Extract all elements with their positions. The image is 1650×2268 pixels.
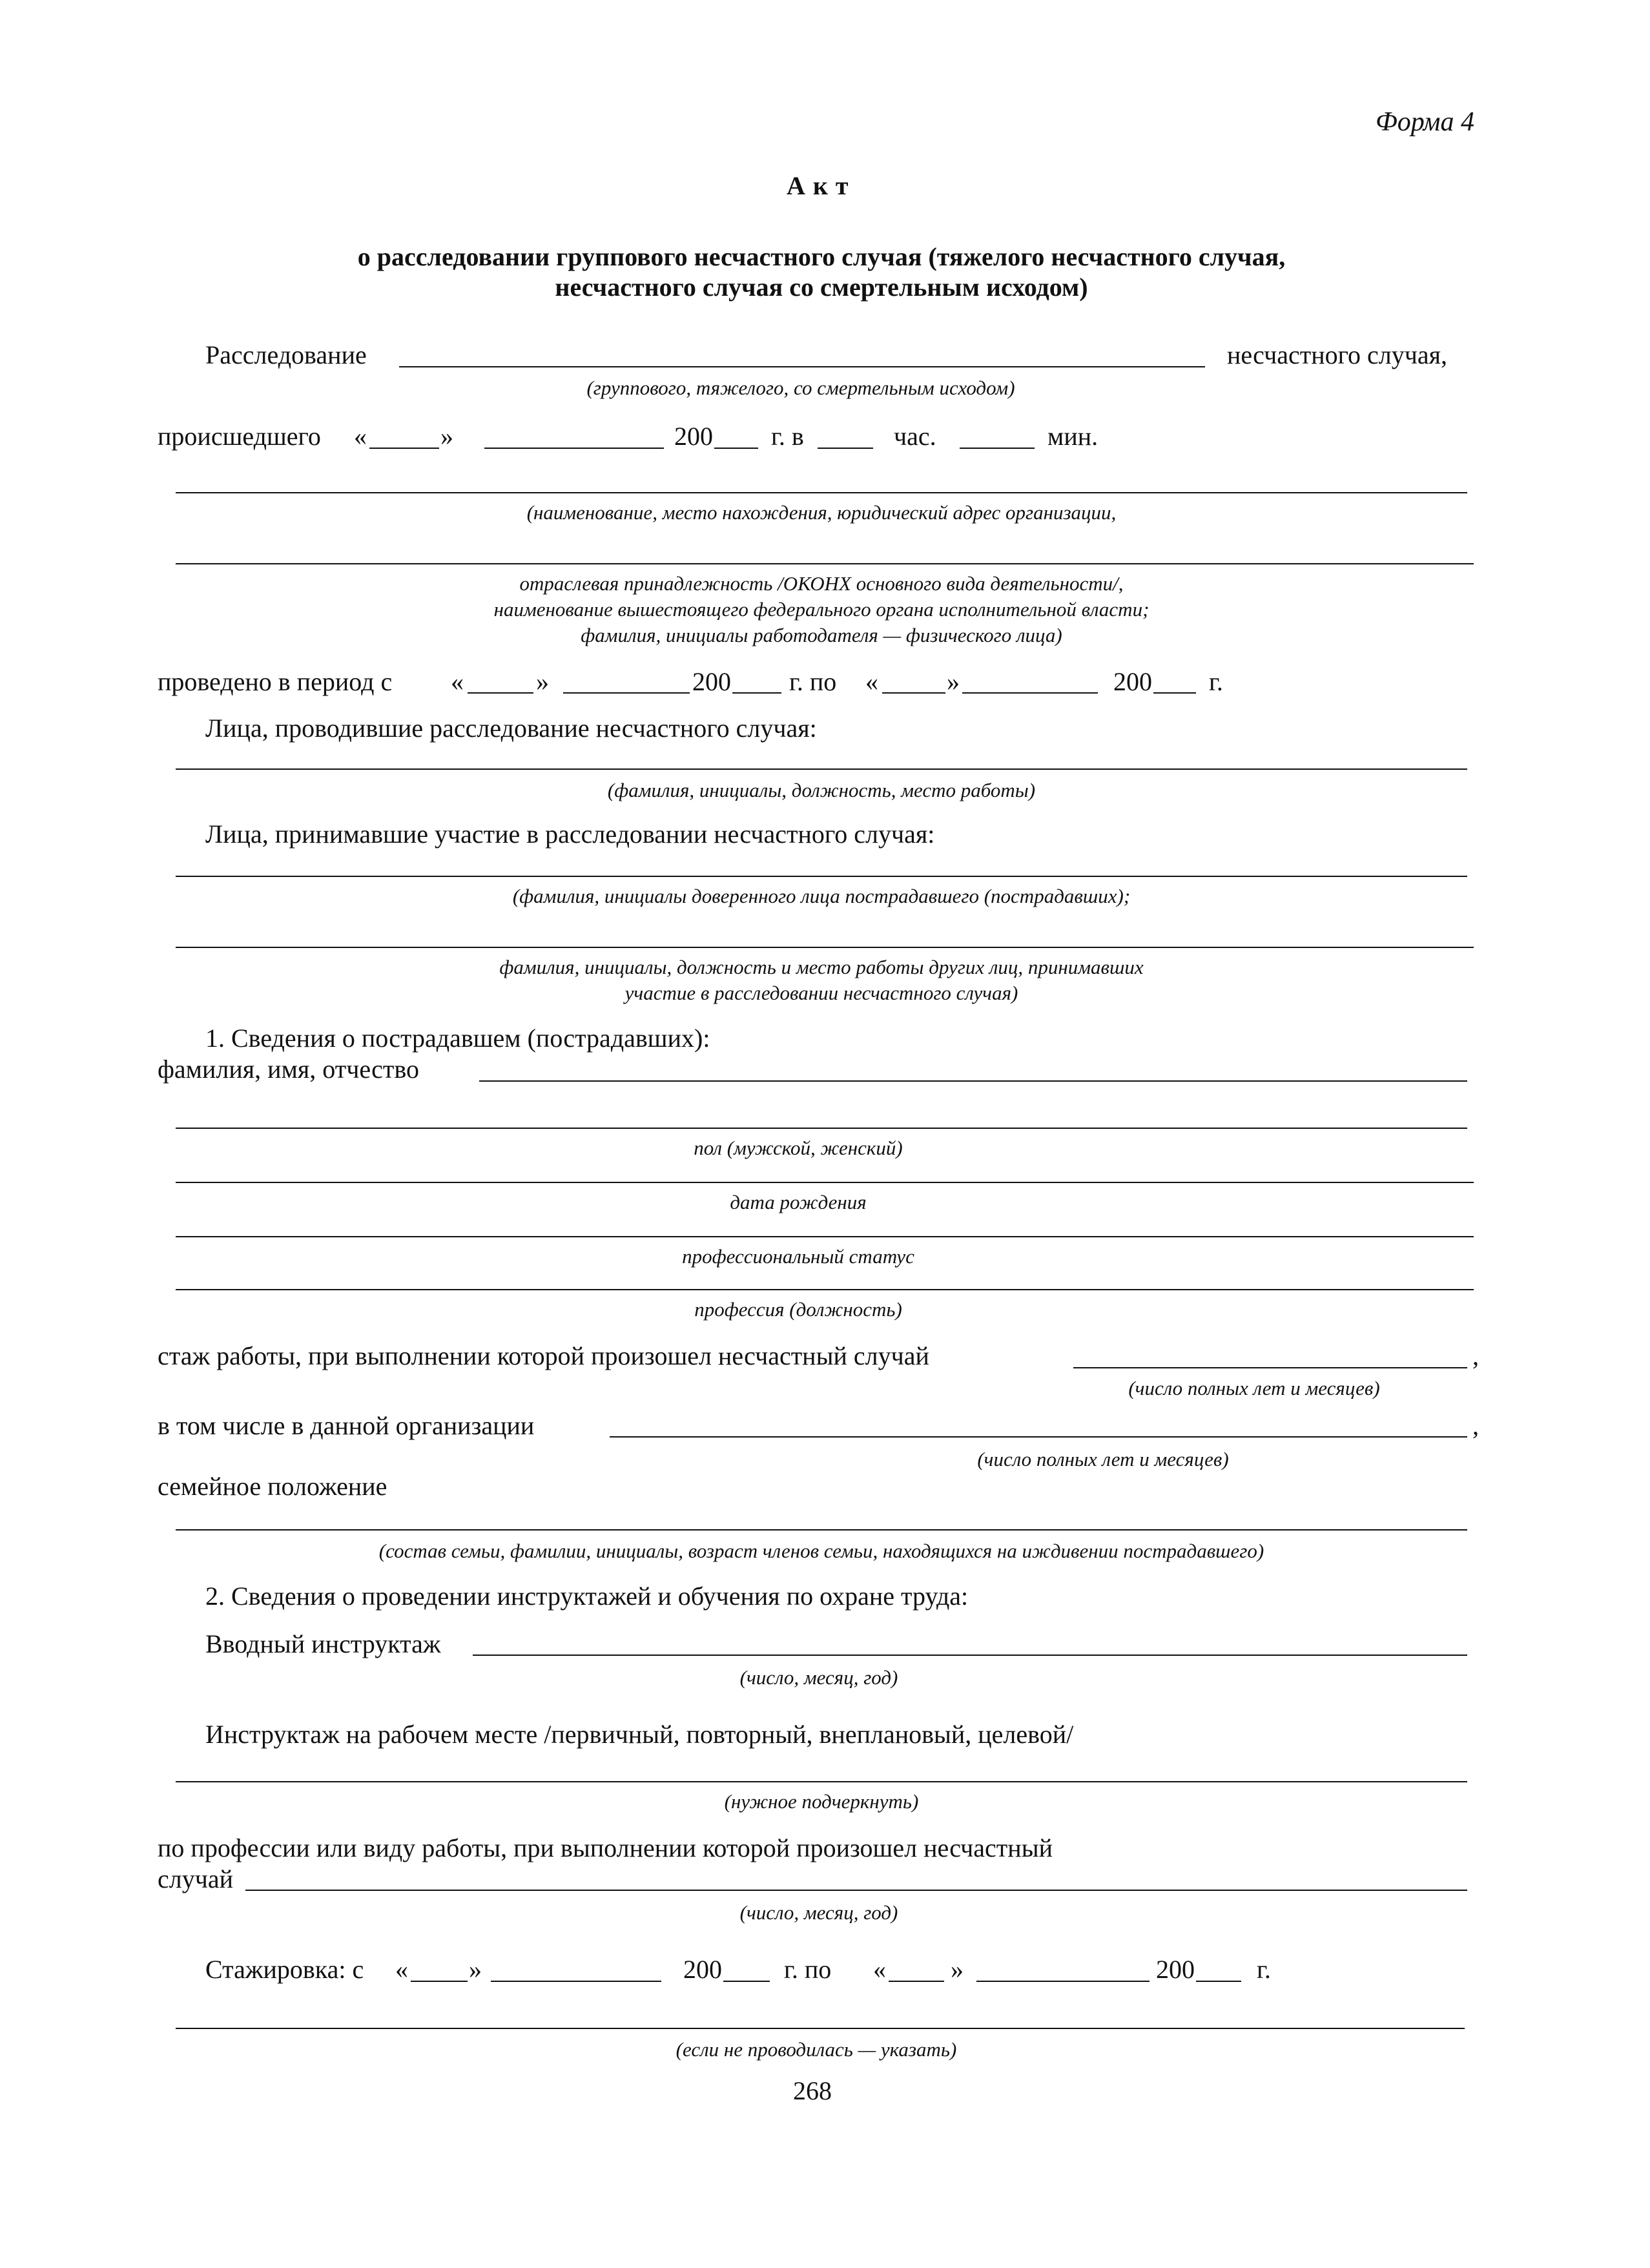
investigation-type-field[interactable] [399,366,1205,367]
period-label: проведено в период с [158,667,393,696]
internship-to-day-field[interactable] [889,1981,944,1982]
experience-field[interactable] [1073,1367,1467,1368]
investigation-label: Расследование [205,340,367,369]
profession-briefing-field[interactable] [245,1890,1467,1891]
period-from-open-quote: « [451,667,464,696]
internship-from-day-field[interactable] [411,1981,468,1982]
org-experience-caption: (число полных лет и месяцев) [977,1448,1229,1470]
occurred-minute-field[interactable] [960,448,1035,449]
period-from-year-field[interactable] [732,692,781,694]
document-title: Акт [787,171,856,200]
form-label: Форма 4 [1376,107,1474,137]
victim-name-label: фамилия, имя, отчество [158,1055,419,1084]
section-1-title: 1. Сведения о пострадавшем (пострадавших): [205,1024,710,1053]
investigators-caption: (фамилия, инициалы, должность, место работы) [607,779,1036,801]
experience-caption: (число полных лет и месяцев) [1128,1377,1380,1399]
occurred-day-field[interactable] [369,448,439,449]
org-experience-label: в том числе в данной организации [158,1411,535,1440]
period-to-open-quote: « [865,667,878,696]
occurred-hours-label: час. [894,422,936,451]
occurred-hour-field[interactable] [818,448,873,449]
heading-line-1: о расследовании группового несчастного случая (тяжелого несчастного случая, [357,242,1286,271]
internship-to-close-quote: » [951,1955,964,1984]
participants-caption-1: (фамилия, инициалы доверенного лица пострадавшего (пострадавших); [512,885,1131,907]
internship-label: Стажировка: с [205,1955,364,1984]
participants-field-1[interactable] [176,876,1467,877]
organization-caption-1: (наименование, место нахождения, юридический адрес организации, [526,501,1117,524]
period-from-month-field[interactable] [563,692,690,694]
victim-status-field[interactable] [176,1236,1474,1237]
occurred-year-field[interactable] [714,448,758,449]
organization-caption-4: фамилия, инициалы работодателя — физического лица) [581,624,1062,646]
investigation-caption: (группового, тяжелого, со смертельным исходом) [586,376,1015,399]
occurred-year-suffix: г. в [771,422,804,451]
period-to-year-suffix: г. [1209,667,1223,696]
profession-briefing-line-1: по профессии или виду работы, при выполнении которой произошел несчастный [158,1833,1053,1862]
internship-from-year-suffix: г. по [784,1955,832,1984]
internship-to-month-field[interactable] [976,1981,1150,1982]
victim-birthdate-field[interactable] [176,1182,1474,1183]
period-from-day-field[interactable] [468,692,533,694]
period-from-year-suffix: г. по [789,667,837,696]
period-from-year-prefix: 200 [692,667,731,696]
organization-caption-3: наименование вышестоящего федерального органа исполнительной власти; [493,598,1150,621]
internship-from-close-quote: » [469,1955,482,1984]
participants-caption-2: фамилия, инициалы, должность и место работы других лиц, принимавших [499,956,1144,978]
period-from-close-quote: » [536,667,549,696]
intro-briefing-caption: (число, месяц, год) [739,1666,898,1689]
internship-to-year-field[interactable] [1196,1981,1241,1982]
experience-label: стаж работы, при выполнении которой произошел несчастный случай [158,1341,929,1370]
period-to-year-prefix: 200 [1113,667,1152,696]
victim-profession-field[interactable] [176,1289,1474,1290]
org-experience-field[interactable] [610,1436,1467,1438]
intro-briefing-label: Вводный инструктаж [205,1629,441,1658]
internship-to-year-prefix: 200 [1156,1955,1195,1984]
participants-caption-3: участие в расследовании несчастного случая) [624,982,1018,1004]
participants-field-2[interactable] [176,947,1474,948]
occurred-year-prefix: 200 [674,422,713,451]
occurred-label: происшедшего [158,422,321,451]
occurred-minutes-label: мин. [1047,422,1098,451]
victim-status-caption: профессиональный статус [682,1245,914,1268]
internship-from-year-prefix: 200 [683,1955,722,1984]
victim-gender-field[interactable] [176,1128,1467,1129]
internship-from-month-field[interactable] [491,1981,661,1982]
internship-from-year-field[interactable] [723,1981,770,1982]
workplace-briefing-caption: (нужное подчеркнуть) [724,1790,919,1813]
participants-label: Лица, принимавшие участие в расследовании несчастного случая: [205,820,935,849]
workplace-briefing-label: Инструктаж на рабочем месте /первичный, повторный, внеплановый, целевой/ [205,1720,1074,1749]
workplace-briefing-field[interactable] [176,1781,1467,1782]
internship-to-open-quote: « [873,1955,886,1984]
period-to-year-field[interactable] [1153,692,1196,694]
profession-briefing-line-2: случай [158,1864,233,1893]
investigators-label: Лица, проводившие расследование несчастного случая: [205,714,817,743]
experience-separator: , [1472,1341,1479,1370]
page-number: 268 [793,2076,832,2105]
intro-briefing-field[interactable] [473,1655,1467,1656]
family-status-caption: (состав семьи, фамилии, инициалы, возраст членов семьи, находящихся на иждивении пострадавшего) [378,1540,1264,1562]
organization-field-2[interactable] [176,563,1474,564]
family-status-label: семейное положение [158,1472,387,1501]
period-to-close-quote: » [947,667,960,696]
investigators-field[interactable] [176,768,1467,770]
profession-briefing-caption: (число, месяц, год) [739,1901,898,1924]
internship-to-year-suffix: г. [1257,1955,1271,1984]
internship-caption: (если не проводилась — указать) [675,2038,957,2061]
investigation-suffix: несчастного случая, [1227,340,1448,369]
organization-caption-2: отраслевая принадлежность /ОКОНХ основного вида деятельности/, [519,572,1124,595]
period-to-month-field[interactable] [962,692,1098,694]
internship-from-open-quote: « [395,1955,408,1984]
occurred-close-quote: » [440,422,453,451]
internship-note-field[interactable] [176,2028,1465,2029]
organization-field-1[interactable] [176,492,1467,493]
victim-gender-caption: пол (мужской, женский) [694,1137,903,1159]
occurred-open-quote: « [354,422,367,451]
victim-name-field[interactable] [479,1080,1467,1082]
victim-birthdate-caption: дата рождения [730,1191,867,1213]
occurred-month-field[interactable] [484,448,664,449]
heading-line-2: несчастного случая со смертельным исходом) [555,273,1088,302]
section-2-title: 2. Сведения о проведении инструктажей и обучения по охране труда: [205,1582,969,1611]
victim-profession-caption: профессия (должность) [694,1298,902,1321]
org-experience-separator: , [1472,1411,1479,1440]
period-to-day-field[interactable] [882,692,945,694]
family-status-field[interactable] [176,1529,1467,1531]
